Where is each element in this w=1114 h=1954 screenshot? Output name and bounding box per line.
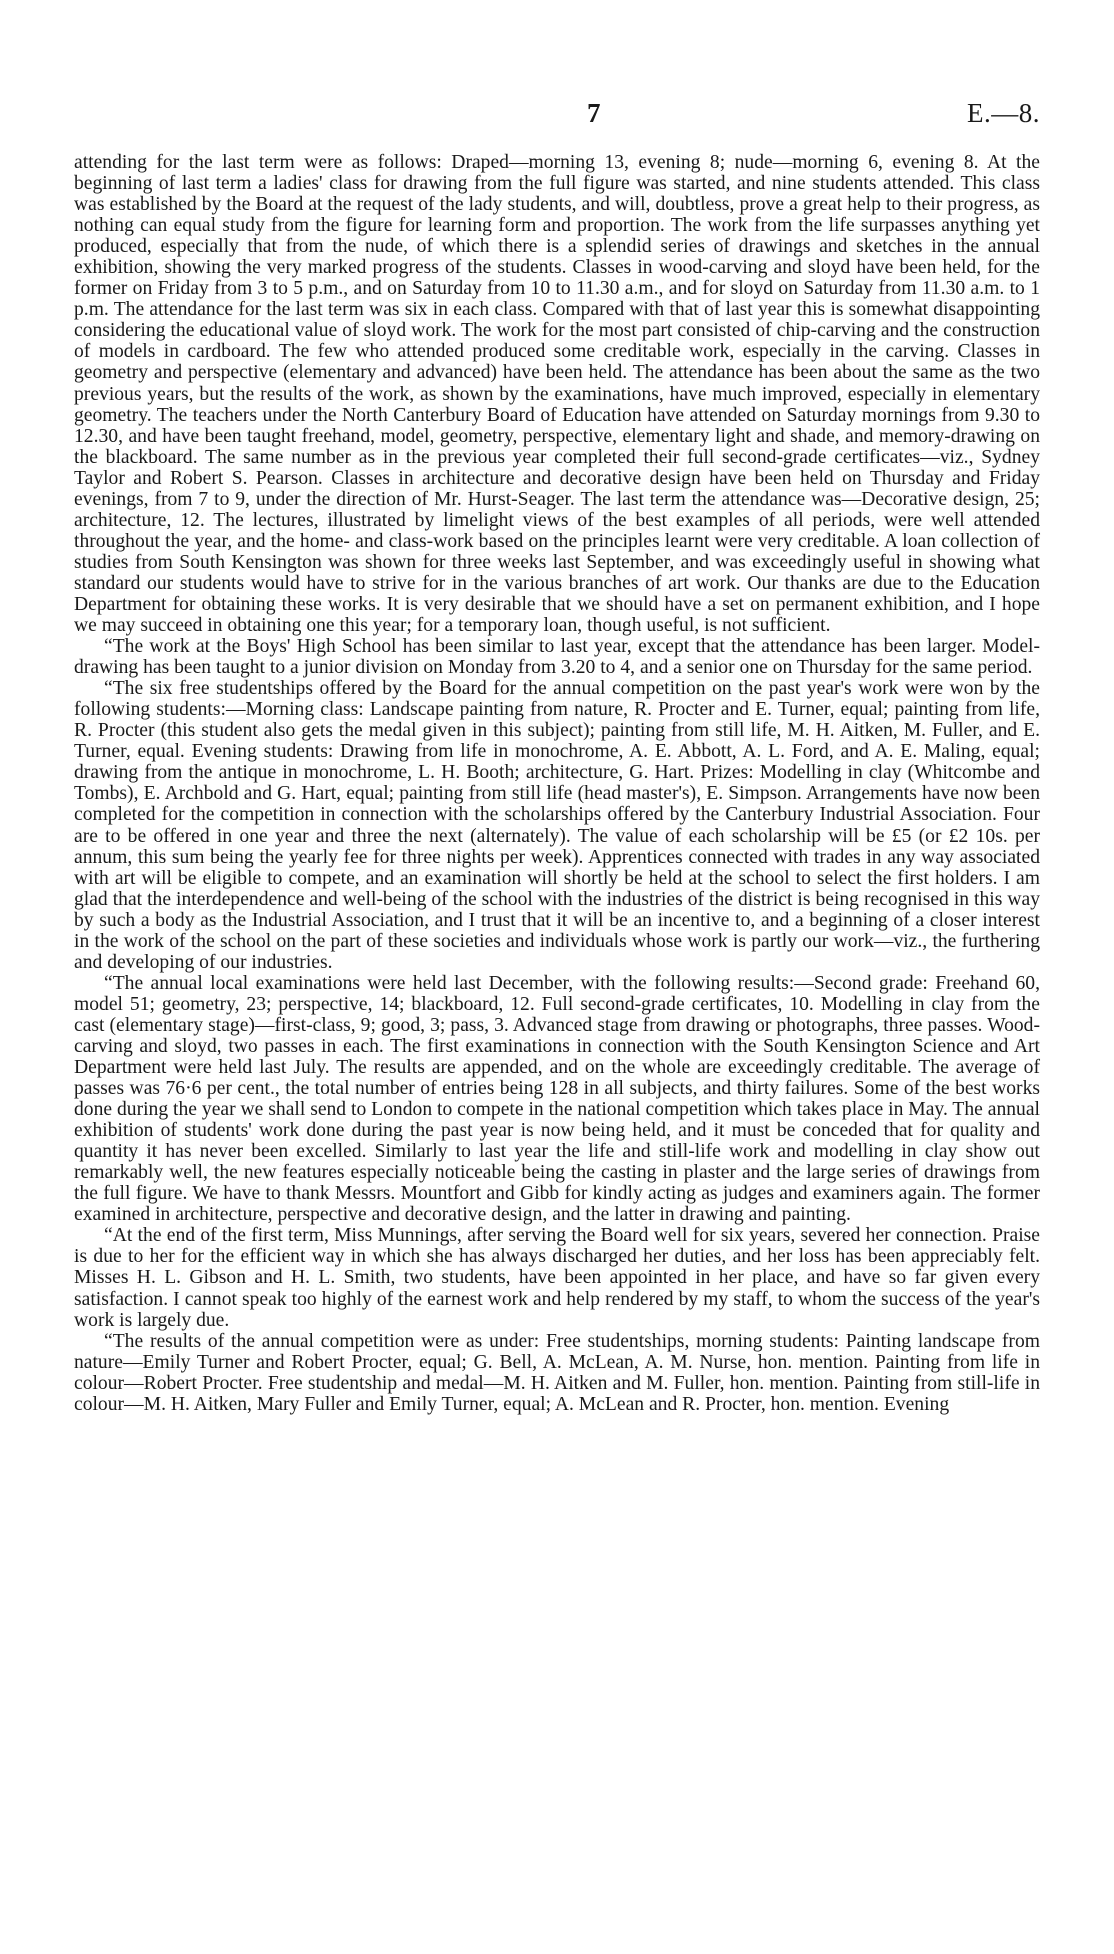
- document-reference: E.—8.: [967, 98, 1040, 128]
- paragraph: “The results of the annual competition were as under: Free studentships, morning students: Painting landscape from nature—Emily Turner and Robert Procter, equal; G. Bell, A. McLean, A. M. Nurse, hon. mention. Painting from life in colour—Robert Procter. Free studentship and medal—M. H. Aitken and M. Fuller, hon. mention. Painting from still-life in colour—M. H. Aitken, Mary Fuller and Emily Turner, equal; A. McLean and R. Procter, hon. mention. Evening: [74, 1330, 1040, 1415]
- paragraph: “The six free studentships offered by the Board for the annual competition on the past year's work were won by the following students:—Morning class: Landscape painting from nature, R. Procter and E. Turner, equal; painting from life, R. Procter (this student also gets the medal given in this subject); painting from still life, M. H. Aitken, M. Fuller, and E. Turner, equal. Evening students: Drawing from life in monochrome, A. E. Abbott, A. L. Ford, and A. E. Maling, equal; drawing from the antique in monochrome, L. H. Booth; architecture, G. Hart. Prizes: Modelling in clay (Whitcombe and Tombs), E. Archbold and G. Hart, equal; painting from still life (head master's), E. Simpson. Arrangements have now been completed for the competition in connection with the scholarships offered by the Canterbury Industrial Association. Four are to be offered in one year and three the next (alternately). The value of each scholarship will be £5 (or £2 10s. per annum, this sum being the yearly fee for three nights per week). Apprentices connected with trades in any way associated with art will be eligible to compete, and an examination will shortly be held at the school to select the first holders. I am glad that the interdependence and well-being of the school with the industries of the district is being recognised in this way by such a body as the Industrial Association, and I trust that it will be an incentive to, and a beginning of a closer interest in the work of the school on the part of these societies and individuals whose work is partly our work—viz., the furthering and developing of our industries.: [74, 678, 1040, 973]
- paragraph: “At the end of the first term, Miss Munnings, after serving the Board well for six years, severed her connection. Praise is due to her for the efficient way in which she has always discharged her duties, and her loss has been appreciably felt. Misses H. L. Gibson and H. L. Smith, two students, have been appointed in her place, and have so far given every satisfaction. I cannot speak too highly of the earnest work and help rendered by my staff, to whom the success of the year's work is largely due.: [74, 1225, 1040, 1331]
- body-text: [74, 152, 1040, 1415]
- paragraph: “The annual local examinations were held last December, with the following results:—Second grade: Freehand 60, model 51; geometry, 23; perspective, 14; blackboard, 12. Full second-grade certificates, 10. Modelling in clay from the cast (elementary stage)—first-class, 9; good, 3; pass, 3. Advanced stage from drawing or photographs, three passes. Wood-carving and sloyd, two passes in each. The first examinations in connection with the South Kensington Science and Art Department were held last July. The results are appended, and on the whole are exceedingly creditable. The average of passes was 76·6 per cent., the total number of entries being 128 in all subjects, and thirty failures. Some of the best works done during the year we shall send to London to compete in the national competition which takes place in May. The annual exhibition of students' work done during the past year is now being held, and it must be conceded that for quality and quantity it has never been excelled. Similarly to last year the life and still-life work and modelling in clay show out remarkably well, the new features especially noticeable being the casting in plaster and the large series of drawings from the full figure. We have to thank Messrs. Mountfort and Gibb for kindly acting as judges and examiners again. The former examined in architecture, perspective and decorative design, and the latter in drawing and painting.: [74, 972, 1040, 1226]
- paragraph: attending for the last term were as follows: Draped—morning 13, evening 8; nude—morning 6, evening 8. At the beginning of last term a ladies' class for drawing from the full figure was started, and nine students attended. This class was established by the Board at the request of the lady students, and will, doubtless, prove a great help to their progress, as nothing can equal study from the figure for learning form and proportion. The work from the life surpasses anything yet produced, especially that from the nude, of which there is a splendid series of drawings and sketches in the annual exhibition, showing the very marked progress of the students. Classes in wood-carving and sloyd have been held, for the former on Friday from 3 to 5 p.m., and on Saturday from 10 to 11.30 a.m., and for sloyd on Saturday from 11.30 a.m. to 1 p.m. The attendance for the last term was six in each class. Compared with that of last year this is somewhat disappointing considering the educational value of sloyd work. The work for the most part consisted of chip-carving and the construction of models in cardboard. The few who attended produced some creditable work, especially in the carving. Classes in geometry and perspective (elementary and advanced) have been held. The attendance has been about the same as the two previous years, but the results of the work, as shown by the examinations, have much improved, especially in elementary geometry. The teachers under the North Canterbury Board of Education have attended on Saturday mornings from 9.30 to 12.30, and have been taught freehand, model, geometry, perspective, elementary light and shade, and memory-drawing on the blackboard. The same number as in the previous year completed their full second-grade certificates—viz., Sydney Taylor and Robert S. Pearson. Classes in architecture and decorative design have been held on Thursday and Friday evenings, from 7 to 9, under the direction of Mr. Hurst-Seager. The last term the attendance was—Decorative design, 25; architecture, 12. The lectures, illustrated by limelight views of the best examples of all periods, were well attended throughout the year, and the home- and class-work based on the principles learnt were very creditable. A loan collection of studies from South Kensington was shown for three weeks last September, and was exceedingly useful in showing what standard our students would have to strive for in the various branches of art work. Our thanks are due to the Education Department for obtaining these works. It is very desirable that we should have a set on permanent exhibition, and I hope we may succeed in obtaining one this year; for a temporary loan, though useful, is not sufficient.: [74, 152, 1040, 637]
- page-header: [74, 98, 1040, 134]
- paragraph: “The work at the Boys' High School has been similar to last year, except that the attendance has been larger. Model-drawing has been taught to a junior division on Monday from 3.20 to 4, and a senior one on Thursday for the same period.: [74, 636, 1040, 679]
- page-number: 7: [587, 98, 601, 128]
